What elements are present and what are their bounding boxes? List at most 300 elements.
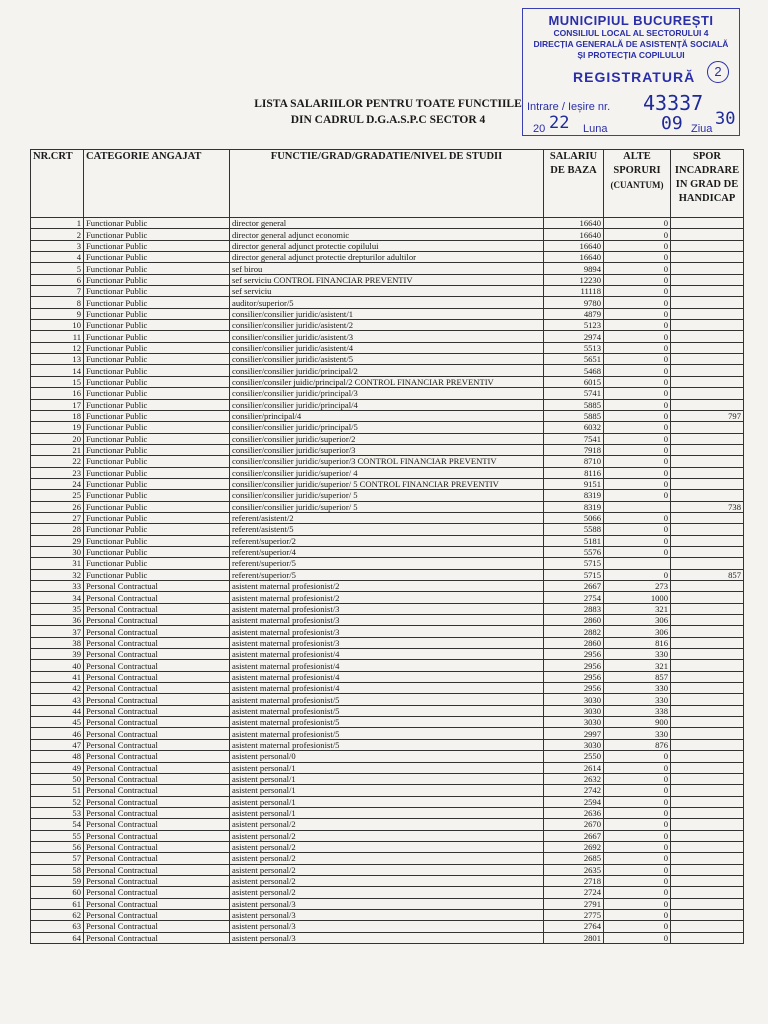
table-row	[31, 376, 744, 387]
cell-category: Functionar Public	[84, 444, 230, 455]
cell-base-salary: 2667	[544, 581, 604, 592]
cell-other-bonuses: 0	[604, 252, 671, 263]
cell-disability-bonus	[671, 773, 744, 784]
cell-other-bonuses: 0	[604, 354, 671, 365]
cell-category: Functionar Public	[84, 569, 230, 580]
cell-disability-bonus	[671, 376, 744, 387]
cell-other-bonuses: 0	[604, 331, 671, 342]
cell-function: asistent maternal profesionist/2	[230, 592, 544, 603]
cell-nr: 33	[31, 581, 84, 592]
cell-nr: 41	[31, 671, 84, 682]
cell-function: referent/asistent/5	[230, 524, 544, 535]
cell-function: asistent personal/2	[230, 875, 544, 886]
cell-nr: 55	[31, 830, 84, 841]
cell-category: Personal Contractual	[84, 603, 230, 614]
cell-nr: 40	[31, 660, 84, 671]
cell-base-salary: 8710	[544, 456, 604, 467]
cell-base-salary: 2636	[544, 807, 604, 818]
cell-nr: 26	[31, 501, 84, 512]
table-row	[31, 558, 744, 569]
cell-disability-bonus	[671, 649, 744, 660]
cell-function: asistent maternal profesionist/3	[230, 626, 544, 637]
cell-base-salary: 2956	[544, 671, 604, 682]
cell-disability-bonus	[671, 535, 744, 546]
cell-function: sef serviciu	[230, 286, 544, 297]
cell-base-salary: 2614	[544, 762, 604, 773]
cell-disability-bonus	[671, 751, 744, 762]
cell-function: asistent personal/1	[230, 773, 544, 784]
cell-function: asistent personal/3	[230, 921, 544, 932]
cell-base-salary: 2724	[544, 887, 604, 898]
cell-base-salary: 5181	[544, 535, 604, 546]
cell-disability-bonus	[671, 762, 744, 773]
cell-function: director general adjunct protectie drepturilor adultilor	[230, 252, 544, 263]
cell-function: asistent personal/1	[230, 762, 544, 773]
table-row	[31, 626, 744, 637]
cell-other-bonuses: 0	[604, 830, 671, 841]
cell-base-salary: 5715	[544, 569, 604, 580]
table-row	[31, 512, 744, 523]
cell-nr: 13	[31, 354, 84, 365]
table-row	[31, 785, 744, 796]
cell-function: referent/superior/2	[230, 535, 544, 546]
cell-other-bonuses: 0	[604, 263, 671, 274]
title-line-1: LISTA SALARIILOR PENTRU TOATE FUNCTIILE	[254, 98, 522, 110]
cell-other-bonuses: 0	[604, 388, 671, 399]
table-row	[31, 490, 744, 501]
cell-nr: 15	[31, 376, 84, 387]
cell-function: referent/superior/4	[230, 546, 544, 557]
table-row	[31, 240, 744, 251]
cell-category: Personal Contractual	[84, 875, 230, 886]
cell-other-bonuses: 0	[604, 467, 671, 478]
cell-base-salary: 8116	[544, 467, 604, 478]
cell-base-salary: 7918	[544, 444, 604, 455]
cell-disability-bonus	[671, 297, 744, 308]
cell-category: Functionar Public	[84, 388, 230, 399]
cell-nr: 2	[31, 229, 84, 240]
cell-other-bonuses: 0	[604, 376, 671, 387]
cell-base-salary: 16640	[544, 229, 604, 240]
stamp-month: 09	[661, 113, 683, 134]
cell-base-salary: 2594	[544, 796, 604, 807]
table-row	[31, 569, 744, 580]
table-header-row	[31, 150, 744, 218]
cell-disability-bonus	[671, 819, 744, 830]
table-row	[31, 388, 744, 399]
table-row	[31, 581, 744, 592]
cell-other-bonuses: 0	[604, 921, 671, 932]
cell-other-bonuses: 330	[604, 728, 671, 739]
cell-category: Functionar Public	[84, 410, 230, 421]
cell-base-salary: 2791	[544, 898, 604, 909]
cell-nr: 17	[31, 399, 84, 410]
cell-category: Personal Contractual	[84, 819, 230, 830]
cell-disability-bonus	[671, 354, 744, 365]
cell-other-bonuses: 0	[604, 342, 671, 353]
cell-function: asistent maternal profesionist/4	[230, 649, 544, 660]
cell-base-salary: 5066	[544, 512, 604, 523]
cell-function: consilier/consilier juridic/superior/ 4	[230, 467, 544, 478]
cell-category: Personal Contractual	[84, 717, 230, 728]
cell-function: sef serviciu CONTROL FINANCIAR PREVENTIV	[230, 274, 544, 285]
cell-base-salary: 5468	[544, 365, 604, 376]
table-row	[31, 399, 744, 410]
cell-base-salary: 9894	[544, 263, 604, 274]
cell-disability-bonus	[671, 739, 744, 750]
cell-base-salary: 5885	[544, 399, 604, 410]
cell-nr: 6	[31, 274, 84, 285]
cell-disability-bonus	[671, 592, 744, 603]
cell-disability-bonus	[671, 671, 744, 682]
cell-other-bonuses: 857	[604, 671, 671, 682]
cell-function: consilier/consilier juridic/asistent/5	[230, 354, 544, 365]
cell-other-bonuses: 0	[604, 399, 671, 410]
cell-disability-bonus	[671, 365, 744, 376]
cell-function: sef birou	[230, 263, 544, 274]
cell-other-bonuses	[604, 558, 671, 569]
cell-function: asistent personal/3	[230, 898, 544, 909]
cell-base-salary: 2883	[544, 603, 604, 614]
cell-other-bonuses: 0	[604, 762, 671, 773]
cell-function: referent/asistent/2	[230, 512, 544, 523]
table-row	[31, 444, 744, 455]
cell-disability-bonus	[671, 603, 744, 614]
cell-disability-bonus	[671, 694, 744, 705]
cell-nr: 35	[31, 603, 84, 614]
table-row	[31, 807, 744, 818]
cell-other-bonuses: 330	[604, 683, 671, 694]
cell-category: Personal Contractual	[84, 694, 230, 705]
cell-disability-bonus	[671, 932, 744, 943]
cell-category: Functionar Public	[84, 501, 230, 512]
cell-base-salary: 2635	[544, 864, 604, 875]
cell-function: asistent maternal profesionist/4	[230, 660, 544, 671]
cell-function: consilier/consilier juridic/superior/2	[230, 433, 544, 444]
cell-other-bonuses: 0	[604, 898, 671, 909]
table-row	[31, 864, 744, 875]
cell-disability-bonus	[671, 728, 744, 739]
cell-category: Personal Contractual	[84, 909, 230, 920]
table-row	[31, 467, 744, 478]
cell-nr: 18	[31, 410, 84, 421]
cell-base-salary: 3030	[544, 694, 604, 705]
cell-function: director general adjunct economic	[230, 229, 544, 240]
cell-disability-bonus	[671, 864, 744, 875]
cell-category: Functionar Public	[84, 399, 230, 410]
cell-nr: 50	[31, 773, 84, 784]
cell-disability-bonus: 738	[671, 501, 744, 512]
cell-disability-bonus	[671, 240, 744, 251]
table-row	[31, 592, 744, 603]
cell-nr: 16	[31, 388, 84, 399]
cell-nr: 27	[31, 512, 84, 523]
cell-base-salary: 5741	[544, 388, 604, 399]
cell-nr: 14	[31, 365, 84, 376]
table-row	[31, 286, 744, 297]
cell-base-salary: 2685	[544, 853, 604, 864]
cell-base-salary: 16640	[544, 240, 604, 251]
cell-nr: 63	[31, 921, 84, 932]
cell-base-salary: 2632	[544, 773, 604, 784]
cell-other-bonuses: 0	[604, 932, 671, 943]
cell-disability-bonus	[671, 308, 744, 319]
cell-category: Personal Contractual	[84, 637, 230, 648]
cell-category: Functionar Public	[84, 524, 230, 535]
cell-base-salary: 2860	[544, 637, 604, 648]
cell-other-bonuses: 0	[604, 218, 671, 229]
cell-nr: 56	[31, 841, 84, 852]
cell-category: Functionar Public	[84, 546, 230, 557]
cell-disability-bonus	[671, 546, 744, 557]
table-row	[31, 615, 744, 626]
cell-base-salary: 2974	[544, 331, 604, 342]
cell-disability-bonus	[671, 660, 744, 671]
cell-category: Personal Contractual	[84, 615, 230, 626]
cell-category: Personal Contractual	[84, 683, 230, 694]
table-row	[31, 705, 744, 716]
table-row	[31, 796, 744, 807]
cell-disability-bonus	[671, 637, 744, 648]
cell-nr: 51	[31, 785, 84, 796]
cell-other-bonuses: 0	[604, 478, 671, 489]
cell-other-bonuses: 0	[604, 569, 671, 580]
cell-other-bonuses: 0	[604, 546, 671, 557]
table-row	[31, 830, 744, 841]
cell-nr: 43	[31, 694, 84, 705]
cell-other-bonuses: 0	[604, 535, 671, 546]
cell-function: auditor/superior/5	[230, 297, 544, 308]
cell-nr: 60	[31, 887, 84, 898]
stamp-year-prefix: 20	[533, 123, 546, 135]
cell-other-bonuses: 306	[604, 615, 671, 626]
table-row	[31, 365, 744, 376]
cell-other-bonuses: 0	[604, 853, 671, 864]
cell-category: Functionar Public	[84, 535, 230, 546]
cell-function: consilier/consilier juridic/asistent/2	[230, 320, 544, 331]
cell-disability-bonus	[671, 286, 744, 297]
cell-base-salary: 3030	[544, 705, 604, 716]
cell-other-bonuses: 330	[604, 694, 671, 705]
cell-base-salary: 5576	[544, 546, 604, 557]
cell-disability-bonus	[671, 490, 744, 501]
cell-disability-bonus	[671, 456, 744, 467]
cell-other-bonuses: 0	[604, 365, 671, 376]
cell-nr: 29	[31, 535, 84, 546]
cell-category: Personal Contractual	[84, 592, 230, 603]
cell-disability-bonus	[671, 717, 744, 728]
cell-function: asistent personal/2	[230, 819, 544, 830]
cell-other-bonuses: 306	[604, 626, 671, 637]
header-disability-bonus: SPOR INCADRARE IN GRAD DE HANDICAP	[671, 150, 744, 218]
cell-function: asistent maternal profesionist/5	[230, 705, 544, 716]
cell-nr: 61	[31, 898, 84, 909]
cell-other-bonuses: 0	[604, 229, 671, 240]
stamp-day-label: Ziua	[691, 123, 713, 135]
cell-disability-bonus	[671, 581, 744, 592]
cell-other-bonuses: 0	[604, 274, 671, 285]
table-row	[31, 603, 744, 614]
cell-disability-bonus	[671, 218, 744, 229]
cell-function: asistent maternal profesionist/4	[230, 683, 544, 694]
cell-base-salary: 2956	[544, 660, 604, 671]
cell-category: Functionar Public	[84, 263, 230, 274]
cell-base-salary: 4879	[544, 308, 604, 319]
cell-nr: 45	[31, 717, 84, 728]
stamp-year: 22	[549, 113, 570, 133]
cell-category: Functionar Public	[84, 331, 230, 342]
cell-function: consilier/consilier juridic/asistent/1	[230, 308, 544, 319]
cell-nr: 64	[31, 932, 84, 943]
stamp-line-municipality: MUNICIPIUL BUCUREȘTI	[548, 13, 714, 28]
cell-category: Functionar Public	[84, 354, 230, 365]
table-row	[31, 478, 744, 489]
cell-disability-bonus	[671, 796, 744, 807]
cell-base-salary: 2718	[544, 875, 604, 886]
cell-disability-bonus	[671, 263, 744, 274]
cell-function: director general adjunct protectie copilului	[230, 240, 544, 251]
table-row	[31, 751, 744, 762]
cell-nr: 47	[31, 739, 84, 750]
cell-other-bonuses: 0	[604, 887, 671, 898]
cell-nr: 62	[31, 909, 84, 920]
cell-other-bonuses: 321	[604, 660, 671, 671]
cell-nr: 49	[31, 762, 84, 773]
cell-category: Functionar Public	[84, 456, 230, 467]
cell-function: asistent personal/2	[230, 887, 544, 898]
cell-base-salary: 6015	[544, 376, 604, 387]
cell-other-bonuses: 330	[604, 649, 671, 660]
cell-other-bonuses: 338	[604, 705, 671, 716]
cell-base-salary: 9780	[544, 297, 604, 308]
cell-other-bonuses: 876	[604, 739, 671, 750]
cell-category: Functionar Public	[84, 274, 230, 285]
cell-category: Functionar Public	[84, 433, 230, 444]
cell-category: Functionar Public	[84, 252, 230, 263]
cell-category: Functionar Public	[84, 229, 230, 240]
table-row	[31, 433, 744, 444]
table-row	[31, 728, 744, 739]
cell-function: asistent personal/1	[230, 807, 544, 818]
cell-base-salary: 6032	[544, 422, 604, 433]
cell-function: referent/superior/5	[230, 558, 544, 569]
cell-category: Personal Contractual	[84, 853, 230, 864]
cell-base-salary: 2956	[544, 683, 604, 694]
table-row	[31, 932, 744, 943]
cell-category: Functionar Public	[84, 490, 230, 501]
table-row	[31, 524, 744, 535]
table-row	[31, 739, 744, 750]
cell-disability-bonus	[671, 853, 744, 864]
table-row	[31, 841, 744, 852]
cell-nr: 19	[31, 422, 84, 433]
cell-category: Personal Contractual	[84, 773, 230, 784]
cell-disability-bonus	[671, 524, 744, 535]
cell-base-salary: 2775	[544, 909, 604, 920]
cell-disability-bonus	[671, 841, 744, 852]
cell-base-salary: 5513	[544, 342, 604, 353]
cell-disability-bonus	[671, 830, 744, 841]
cell-other-bonuses: 321	[604, 603, 671, 614]
cell-base-salary: 2670	[544, 819, 604, 830]
cell-other-bonuses: 0	[604, 433, 671, 444]
cell-disability-bonus	[671, 898, 744, 909]
cell-disability-bonus	[671, 921, 744, 932]
cell-other-bonuses: 0	[604, 490, 671, 501]
cell-other-bonuses: 0	[604, 444, 671, 455]
cell-disability-bonus	[671, 615, 744, 626]
stamp-line-directorate: DIRECȚIA GENERALĂ DE ASISTENȚĂ SOCIALĂ	[533, 39, 729, 49]
cell-nr: 46	[31, 728, 84, 739]
cell-other-bonuses: 0	[604, 819, 671, 830]
cell-other-bonuses: 0	[604, 410, 671, 421]
cell-other-bonuses: 0	[604, 807, 671, 818]
cell-base-salary: 3030	[544, 717, 604, 728]
table-row	[31, 410, 744, 421]
cell-function: consilier/consilier juridic/principal/2	[230, 365, 544, 376]
table-row	[31, 274, 744, 285]
cell-function: asistent maternal profesionist/5	[230, 728, 544, 739]
cell-disability-bonus	[671, 342, 744, 353]
cell-other-bonuses: 0	[604, 796, 671, 807]
cell-nr: 54	[31, 819, 84, 830]
cell-base-salary: 2997	[544, 728, 604, 739]
cell-category: Functionar Public	[84, 342, 230, 353]
cell-nr: 48	[31, 751, 84, 762]
stamp-circle-number: 2	[707, 61, 729, 83]
header-nr: NR.CRT	[31, 150, 84, 218]
cell-disability-bonus	[671, 399, 744, 410]
cell-base-salary: 16640	[544, 252, 604, 263]
cell-nr: 39	[31, 649, 84, 660]
table-row	[31, 501, 744, 512]
cell-disability-bonus	[671, 274, 744, 285]
stamp-line-registry: REGISTRATURĂ	[573, 69, 696, 85]
cell-nr: 8	[31, 297, 84, 308]
cell-category: Personal Contractual	[84, 649, 230, 660]
cell-nr: 7	[31, 286, 84, 297]
cell-disability-bonus	[671, 252, 744, 263]
cell-nr: 32	[31, 569, 84, 580]
cell-base-salary: 8319	[544, 490, 604, 501]
cell-function: consilier/consilier juridic/principal/5	[230, 422, 544, 433]
cell-base-salary: 9151	[544, 478, 604, 489]
cell-other-bonuses: 0	[604, 864, 671, 875]
cell-other-bonuses: 0	[604, 751, 671, 762]
table-row	[31, 819, 744, 830]
table-row	[31, 456, 744, 467]
cell-other-bonuses	[604, 501, 671, 512]
cell-category: Personal Contractual	[84, 898, 230, 909]
cell-base-salary: 3030	[544, 739, 604, 750]
cell-nr: 24	[31, 478, 84, 489]
cell-function: asistent maternal profesionist/3	[230, 615, 544, 626]
table-row	[31, 694, 744, 705]
cell-disability-bonus	[671, 683, 744, 694]
cell-base-salary: 2764	[544, 921, 604, 932]
stamp-day: 30	[715, 109, 736, 129]
cell-function: consilier/consiler juidic/principal/2 CONTROL FINANCIAR PREVENTIV	[230, 376, 544, 387]
cell-nr: 25	[31, 490, 84, 501]
table-row	[31, 546, 744, 557]
cell-function: asistent personal/1	[230, 796, 544, 807]
cell-function: consilier/principal/4	[230, 410, 544, 421]
cell-other-bonuses: 0	[604, 512, 671, 523]
table-row	[31, 887, 744, 898]
cell-other-bonuses: 0	[604, 286, 671, 297]
cell-other-bonuses: 0	[604, 456, 671, 467]
cell-other-bonuses: 0	[604, 841, 671, 852]
